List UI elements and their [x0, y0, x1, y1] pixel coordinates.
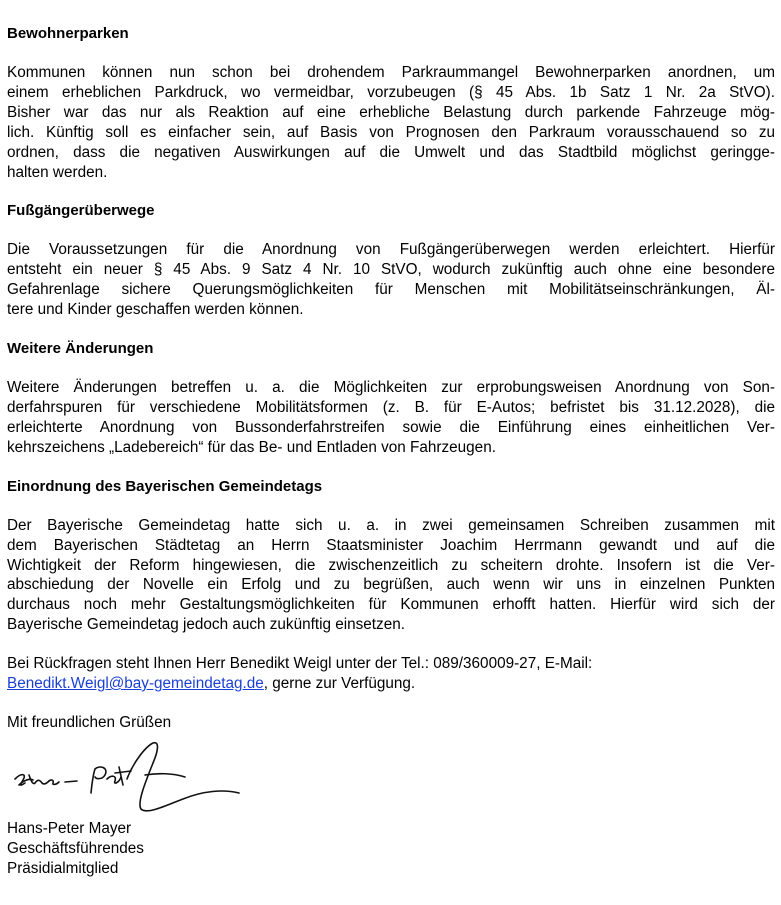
paragraph-line: abschiedung der Novelle ein Erfolg und zu begrüßen, auch wenn wir uns in einzelnen Punkten	[7, 576, 775, 594]
paragraph-line: Weitere Änderungen betreffen u. a. die Möglichkeiten zur erprobungsweisen Anordnung von Son-	[7, 379, 775, 397]
letter-page	[7, 24, 775, 879]
paragraph-line: Wichtigkeit der Reform hingewiesen, die zwischenzeitlich zu scheitern drohte. Insofern ist die Ver-	[7, 556, 775, 574]
handwritten-signature	[7, 733, 267, 819]
paragraph-line: ordnen, dass die negativen Auswirkungen auf die Umwelt und das Stadtbild möglichst geringge-	[7, 143, 775, 161]
section-heading-einordnung: Einordnung des Bayerischen Gemeindetags	[7, 477, 323, 495]
signer-title: Geschäftsführendes	[7, 839, 144, 857]
section-heading-weitere-aenderungen: Weitere Änderungen	[7, 340, 154, 358]
paragraph-line: dem Bayerischen Städtetag an Herrn Staatsminister Joachim Herrmann gewandt und auf die	[7, 536, 775, 554]
paragraph-line: Bisher war das nur als Reaktion auf eine erhebliche Belastung durch parkende Fahrzeuge mög-	[7, 103, 775, 121]
paragraph-line: Der Bayerische Gemeindetag hatte sich u. a. in zwei gemeinsamen Schreiben zusammen mit	[7, 516, 775, 534]
signature-icon	[7, 733, 257, 819]
paragraph-line: einem erheblichen Parkdruck, wo vermeidbar, vorzubeugen (§ 45 Abs. 1b Satz 1 Nr. 2a StVO).	[7, 83, 775, 101]
paragraph-line: lich. Künftig soll es einfacher sein, auf Basis von Prognosen den Parkraum vorausschauend so zu	[7, 123, 775, 141]
paragraph-line: derfahrspuren für verschiedene Mobilitätsformen (z. B. für E-Autos; befristet bis 31.12.2028), die	[7, 398, 775, 416]
paragraph-line: erleichterte Anordnung von Bussonderfahrstreifen sowie die Einführung eines einheitlichen Ver-	[7, 418, 775, 436]
signer-name: Hans-Peter Mayer	[7, 819, 132, 837]
paragraph-line: Bayerische Gemeindetag jedoch auch zukünftig einsetzen.	[7, 616, 405, 634]
email-link[interactable]: Benedikt.Weigl@bay-gemeindetag.de	[7, 675, 264, 693]
signer-block	[7, 819, 775, 879]
contact-line: Bei Rückfragen steht Ihnen Herr Benedikt Weigl unter der Tel.: 089/360009-27, E-Mail:	[7, 655, 593, 673]
section-heading-fussgaengerueberwege: Fußgängerüberwege	[7, 202, 155, 220]
contact-paragraph	[7, 654, 775, 694]
signer-title: Präsidialmitglied	[7, 859, 119, 877]
section-heading-bewohnerparken: Bewohnerparken	[7, 25, 129, 42]
section-paragraph-einordnung	[7, 516, 775, 635]
paragraph-line: entsteht ein neuer § 45 Abs. 9 Satz 4 Nr. 10 StVO, wodurch zukünftig auch ohne eine besondere	[7, 261, 775, 279]
section-paragraph-bewohnerparken	[7, 63, 775, 182]
contact-line-email	[7, 674, 775, 694]
contact-line-rest: , gerne zur Verfügung.	[263, 675, 416, 693]
paragraph-line: durchaus noch mehr Gestaltungsmöglichkeiten für Kommunen erhofft hatten. Hierfür wird sich der	[7, 596, 775, 614]
paragraph-line: halten werden.	[7, 163, 108, 181]
section-paragraph-weitere-aenderungen	[7, 378, 775, 458]
paragraph-line: kehrszeichens „Ladebereich“ für das Be- und Entladen von Fahrzeugen.	[7, 438, 496, 456]
paragraph-line: Gefahrenlage sichere Querungsmöglichkeiten für Menschen mit Mobilitätseinschränkungen, Äl-	[7, 281, 775, 299]
paragraph-line: tere und Kinder geschaffen werden können.	[7, 301, 304, 319]
closing-greeting: Mit freundlichen Grüßen	[7, 713, 172, 731]
paragraph-line: Kommunen können nun schon bei drohendem Parkraummangel Bewohnerparken anordnen, um	[7, 64, 775, 81]
paragraph-line: Die Voraussetzungen für die Anordnung von Fußgängerüberwegen werden erleichtert. Hierfür	[7, 241, 775, 259]
section-paragraph-fussgaengerueberwege	[7, 240, 775, 320]
